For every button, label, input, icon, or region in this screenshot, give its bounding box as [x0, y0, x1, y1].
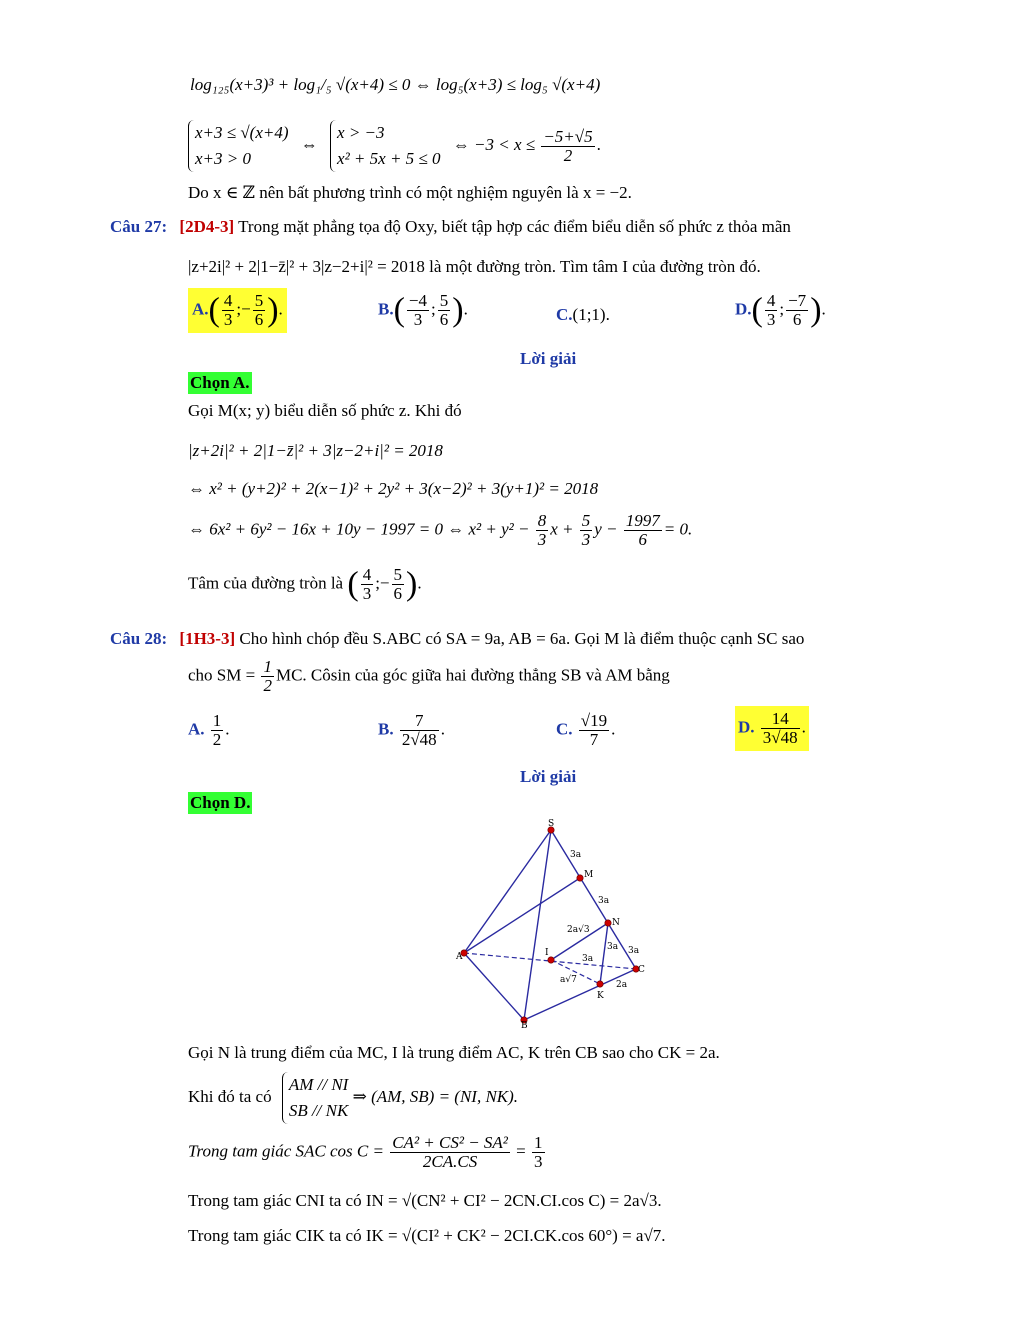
question-27-option-d: D.( $\frac{4}{3}$ ; $\frac{-7}{6}$ ). [735, 291, 826, 329]
label-A: A [456, 952, 463, 962]
system-left-row-1: x+3 ≤ √(x+4) [195, 123, 289, 142]
question-28-tag: [1H3-3] [179, 629, 236, 648]
label-C: C [638, 965, 645, 975]
question-27-solution-title: Lời giải [520, 349, 577, 368]
question-28-line-1 [110, 628, 804, 650]
label-N: N [612, 918, 620, 928]
point-I [548, 957, 554, 963]
label-I: I [545, 948, 549, 958]
question-27-step-2: |z+2i|² + 2|1−z̄|² + 3|z−2+i|² = 2018 [188, 441, 443, 460]
pyramid-figure [440, 815, 660, 1040]
question-28-option-b: B. $\frac{7}{2√48}$ . [378, 711, 445, 749]
question-27-tag: [2D4-3] [179, 217, 235, 236]
system-right [330, 120, 440, 172]
label-K: K [597, 991, 604, 1001]
question-27-choice: Chọn A. [190, 373, 250, 392]
question-28-solution-title: Lời giải [520, 767, 577, 786]
question-27-label: Câu 27: [110, 217, 168, 236]
question-27-text: Trong mặt phẳng tọa độ Oxy, biết tập hợp các điểm biểu diễn số phức z thỏa mãn [238, 217, 791, 236]
question-28-label: Câu 28: [110, 629, 168, 648]
log-inequality-line: log₁₂₅(x+3)³ + log₁/₅ √(x+4) ≤ 0 ⇔ log₅(x+3) ≤ log₅ √(x+4) [190, 75, 601, 94]
equiv-sign: ⇔ [300, 134, 318, 154]
edge-AB [464, 953, 524, 1020]
question-27-step-3: ⇔ x² + (y+2)² + 2(x−1)² + 2y² + 3(x−2)² + 3(y+1)² = 2018 [188, 479, 599, 498]
label-IC-length: 3a [582, 954, 594, 964]
point-N [605, 920, 611, 926]
segment-NK [600, 923, 608, 984]
question-28-step-5: Trong tam giác CIK ta có IK = √(CI² + CK² − 2CI.CK.cos 60°) = a√7. [188, 1226, 666, 1245]
question-27-step-1: Gọi M(x; y) biểu diễn số phức z. Khi đó [188, 401, 462, 420]
system-left [188, 120, 289, 172]
question-28-step-2: Khi đó ta có AM // NI SB // NK ⇒ (AM, SB) = (NI, NK). [188, 1072, 518, 1124]
question-28-option-a: A. $\frac{1}{2}$ . [188, 711, 230, 749]
result-fraction: $\frac{-5+√5}{2}$ [543, 126, 593, 165]
question-27-line-1 [110, 216, 791, 238]
label-MN-length: 3a [598, 896, 610, 906]
question-27-option-b: B.( $\frac{-4}{3}$ ; $\frac{5}{6}$ ). [378, 291, 468, 329]
integer-conclusion: Do x ∈ ℤ nên bất phương trình có một nghiệm nguyên là x = −2. [188, 183, 632, 202]
system-right-row-2: x² + 5x + 5 ≤ 0 [337, 149, 441, 168]
label-NK-length: 3a [607, 942, 619, 952]
label-IN-length: 2a√3 [567, 925, 590, 935]
question-27-line-2: |z+2i|² + 2|1−z̄|² + 3|z−2+i|² = 2018 là một đường tròn. Tìm tâm I của đường tròn đó. [188, 257, 761, 276]
question-28-step-4: Trong tam giác CNI ta có IN = √(CN² + CI² − 2CN.CI.cos C) = 2a√3. [188, 1191, 662, 1210]
edge-SB [524, 830, 551, 1020]
result-left: ⇔ −3 < x ≤ [452, 134, 536, 154]
label-SM-length: 3a [570, 850, 582, 860]
question-27-option-a: A.( $\frac{4}{3}$ ;− $\frac{5}{6}$ ). [188, 288, 287, 340]
point-K [597, 981, 603, 987]
label-IK-length: a√7 [560, 975, 577, 985]
question-28-option-d: D. $\frac{14}{3√48}$ . [735, 706, 809, 751]
question-28-line-2: cho SM = $\frac{1}{2}$ MC. Côsin của góc giữa hai đường thẳng SB và AM bằng [188, 657, 670, 695]
edge-SA [464, 830, 551, 953]
question-28-step-3: Trong tam giác SAC cos C = $\frac{\text{CA² + CS² − SA²}}{2CA.CS}$ = $\frac{1}{3}$ [188, 1133, 543, 1171]
label-B: B [521, 1021, 528, 1031]
question-27-option-c: C.(1;1). [556, 305, 610, 324]
label-KC-length: 2a [616, 980, 628, 990]
question-28-text: Cho hình chóp đều S.ABC có SA = 9a, AB = 6a. Gọi M là điểm thuộc cạnh SC sao [239, 629, 805, 648]
label-S: S [548, 819, 555, 829]
question-27-step-5: Tâm của đường tròn là ( $\frac{4}{3}$ ;− $\frac{5}{6}$ ). [188, 565, 422, 603]
system-left-row-2: x+3 > 0 [195, 149, 251, 168]
question-28-choice: Chọn D. [190, 793, 251, 812]
question-28-step-1: Gọi N là trung điểm của MC, I là trung điểm AC, K trên CB sao cho CK = 2a. [188, 1043, 720, 1062]
question-28-option-c: C. $\frac{√19}{7}$ . [556, 711, 616, 749]
segment-AM [464, 878, 580, 953]
equation-system-block: x+3 ≤ √(x+4) x+3 > 0 ⇔ x > −3 x² + 5x + 5 ≤ 0 ⇔ −3 < x ≤ $\frac{-5+√5}{2}$ . [188, 120, 601, 172]
question-27-step-4: ⇔ 6x² + 6y² − 16x + 10y − 1997 = 0 ⇔ x² + y² − $\frac{8}{3}$ x + $\frac{5}{3}$ y − $\frac{1997}{6}$ = 0. [188, 511, 693, 549]
system-right-row-1: x > −3 [337, 123, 385, 142]
label-M: M [584, 870, 594, 880]
label-NC-length: 3a [628, 946, 640, 956]
edge-SC [551, 830, 636, 969]
point-M [577, 875, 583, 881]
edge-BC [524, 969, 636, 1020]
